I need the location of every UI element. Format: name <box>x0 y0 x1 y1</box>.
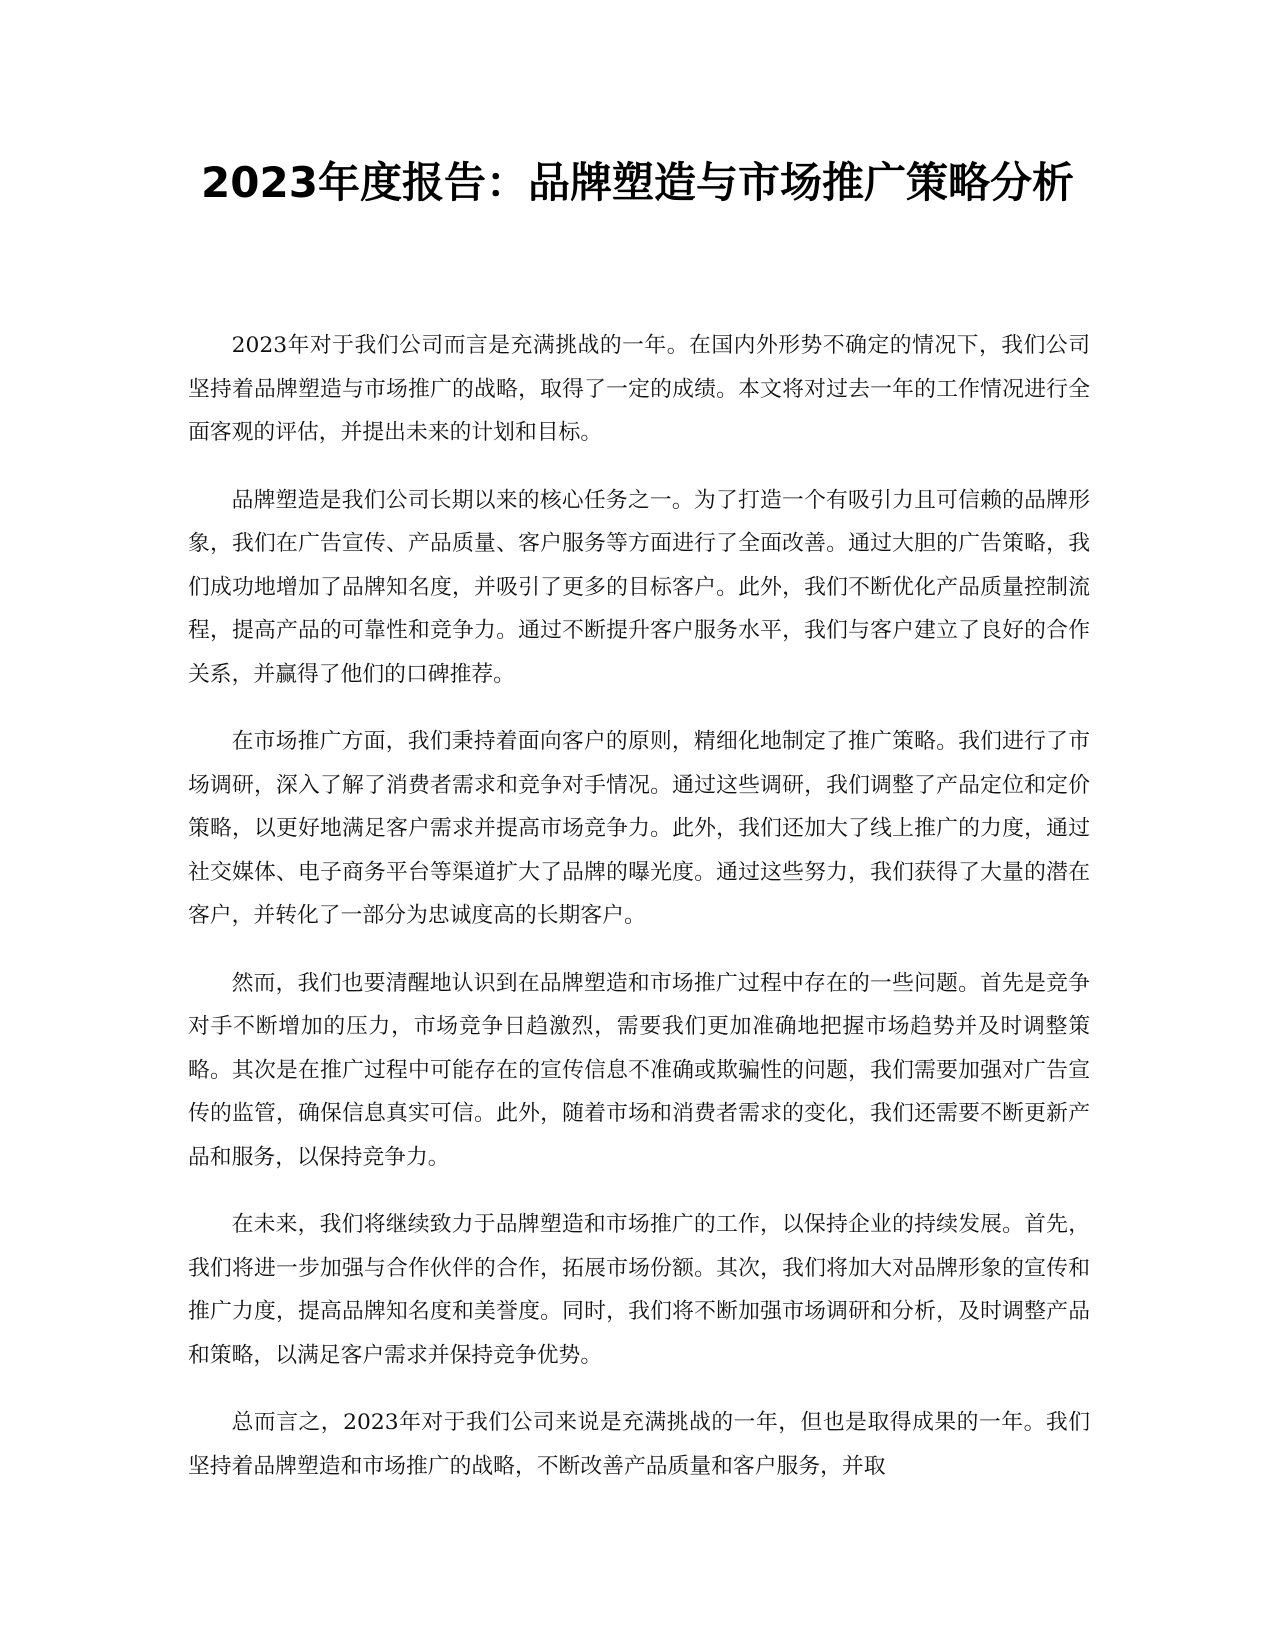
paragraph-intro: 2023年对于我们公司而言是充满挑战的一年。在国内外形势不确定的情况下，我们公司坚持着品牌塑造与市场推广的战略，取得了一定的成绩。本文将对过去一年的工作情况进行全面客观的评估，并提出未来的计划和目标。 <box>188 333 1090 445</box>
document-title: 2023年度报告：品牌塑造与市场推广策略分析 <box>201 158 1074 207</box>
paragraph-future-plans: 在未来，我们将继续致力于品牌塑造和市场推广的工作，以保持企业的持续发展。首先，我们将进一步加强与合作伙伴的合作，拓展市场份额。其次，我们将加大对品牌形象的宣传和推广力度，提高品牌知名度和美誉度。同时，我们将不断加强市场调研和分析，及时调整产品和策略，以满足客户需求并保持竞争优势。 <box>188 1212 1090 1368</box>
document-body <box>188 324 1090 1512</box>
paragraph-market-promotion: 在市场推广方面，我们秉持着面向客户的原则，精细化地制定了推广策略。我们进行了市场调研，深入了解了消费者需求和竞争对手情况。通过这些调研，我们调整了产品定位和定价策略，以更好地满足客户需求并提高市场竞争力。此外，我们还加大了线上推广的力度，通过社交媒体、电子商务平台等渠道扩大了品牌的曝光度。通过这些努力，我们获得了大量的潜在客户，并转化了一部分为忠诚度高的长期客户。 <box>188 729 1090 928</box>
paragraph-problems: 然而，我们也要清醒地认识到在品牌塑造和市场推广过程中存在的一些问题。首先是竞争对手不断增加的压力，市场竞争日趋激烈，需要我们更加准确地把握市场趋势并及时调整策略。其次是在推广过程中可能存在的宣传信息不准确或欺骗性的问题，我们需要加强对广告宣传的监管，确保信息真实可信。此外，随着市场和消费者需求的变化，我们还需要不断更新产品和服务，以保持竞争力。 <box>188 970 1090 1170</box>
paragraph-summary: 总而言之，2023年对于我们公司来说是充满挑战的一年，但也是取得成果的一年。我们坚持着品牌塑造和市场推广的战略，不断改善产品质量和客户服务，并取 <box>188 1410 1090 1479</box>
paragraph-brand-building: 品牌塑造是我们公司长期以来的核心任务之一。为了打造一个有吸引力且可信赖的品牌形象，我们在广告宣传、产品质量、客户服务等方面进行了全面改善。通过大胆的广告策略，我们成功地增加了品牌知名度，并吸引了更多的目标客户。此外，我们不断优化产品质量控制流程，提高产品的可靠性和竞争力。通过不断提升客户服务水平，我们与客户建立了良好的合作关系，并赢得了他们的口碑推荐。 <box>188 487 1090 687</box>
